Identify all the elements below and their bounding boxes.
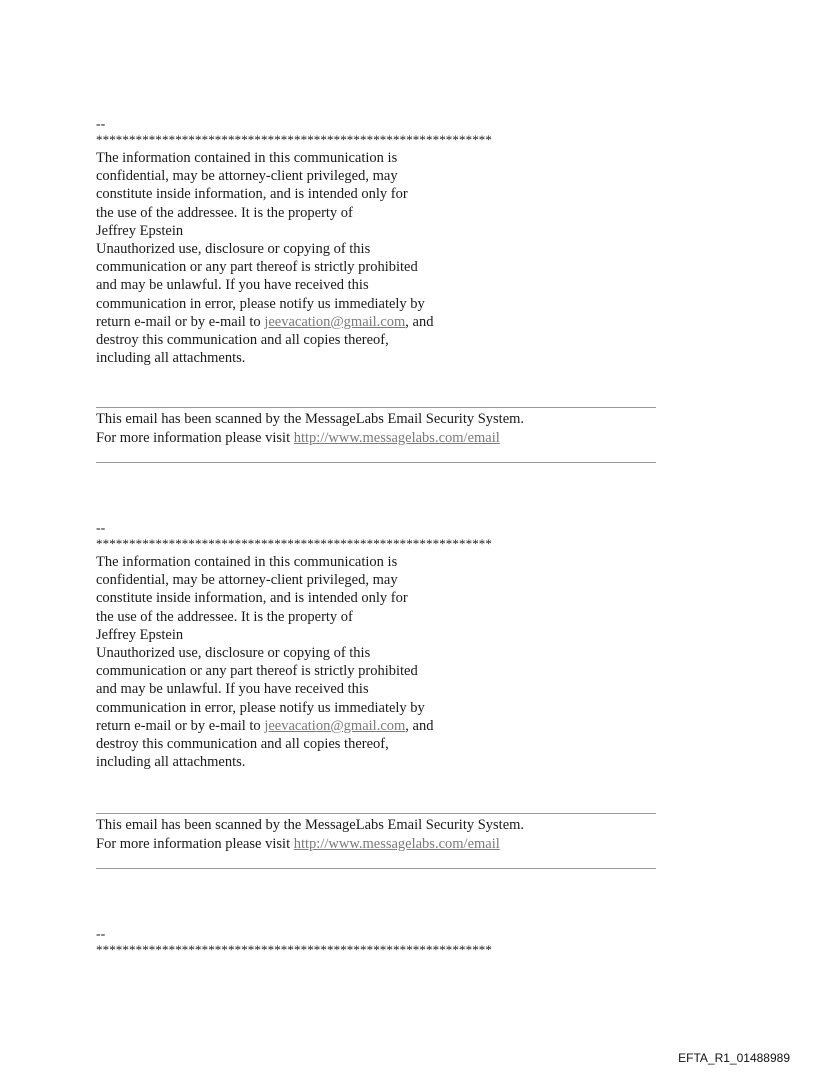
signature-separator: -- <box>96 117 106 132</box>
scan-notice-text: For more information please visit <box>96 835 294 852</box>
divider-line <box>96 407 656 408</box>
disclaimer-text: , and <box>405 313 434 330</box>
confidentiality-disclaimer <box>96 553 656 771</box>
scan-notice-text: This email has been scanned by the MessageLabs Email Security System. <box>96 411 525 427</box>
email-link[interactable]: jeevacation@gmail.com <box>264 313 406 330</box>
disclaimer-text: return e-mail or by e-mail to <box>96 717 265 734</box>
disclaimer-line: The information contained in this communication is <box>96 150 398 166</box>
disclaimer-line: communication in error, please notify us immediately by <box>96 699 425 716</box>
scan-notice-line <box>96 835 524 854</box>
disclaimer-line: constitute inside information, and is intended only for <box>96 186 408 203</box>
scan-notice-line <box>96 429 524 448</box>
document-id: EFTA_R1_01488989 <box>678 1051 790 1065</box>
messagelabs-link[interactable]: http://www.messagelabs.com/email <box>293 429 500 446</box>
email-link[interactable]: jeevacation@gmail.com <box>264 717 406 734</box>
disclaimer-line: including all attachments. <box>96 754 246 771</box>
disclaimer-line: Jeffrey Epstein <box>96 222 184 239</box>
disclaimer-line: Jeffrey Epstein <box>96 626 184 643</box>
asterisk-rule: ************************************************************ <box>96 943 492 957</box>
confidentiality-disclaimer <box>96 149 656 367</box>
disclaimer-line: communication in error, please notify us immediately by <box>96 295 425 312</box>
divider-line <box>96 868 656 869</box>
disclaimer-line: constitute inside information, and is intended only for <box>96 590 408 607</box>
signature-separator: -- <box>96 927 106 942</box>
scan-notice-1 <box>96 410 524 447</box>
disclaimer-line: confidential, may be attorney-client privileged, may <box>96 572 398 589</box>
disclaimer-line <box>96 717 656 735</box>
disclaimer-line: the use of the addressee. It is the property of <box>96 608 353 625</box>
disclaimer-line: communication or any part thereof is strictly prohibited <box>96 259 418 276</box>
asterisk-rule: ************************************************************ <box>96 133 492 147</box>
disclaimer-line: destroy this communication and all copies thereof, <box>96 332 389 349</box>
disclaimer-line: and may be unlawful. If you have received this <box>96 681 369 698</box>
messagelabs-link[interactable]: http://www.messagelabs.com/email <box>293 835 500 852</box>
disclaimer-line: and may be unlawful. If you have received this <box>96 277 369 294</box>
scan-notice-2 <box>96 816 524 853</box>
disclaimer-line: confidential, may be attorney-client privileged, may <box>96 168 398 185</box>
disclaimer-line: communication or any part thereof is strictly prohibited <box>96 663 418 680</box>
asterisk-rule: ************************************************************ <box>96 537 492 551</box>
signature-block-1 <box>96 117 656 367</box>
scan-notice-text: For more information please visit <box>96 429 294 446</box>
disclaimer-line <box>96 313 656 331</box>
disclaimer-text: , and <box>405 717 434 734</box>
disclaimer-text: return e-mail or by e-mail to <box>96 313 265 330</box>
divider-line <box>96 813 656 814</box>
disclaimer-line: Unauthorized use, disclosure or copying of this <box>96 645 371 662</box>
disclaimer-line: the use of the addressee. It is the property of <box>96 204 353 221</box>
disclaimer-line: The information contained in this communication is <box>96 554 398 570</box>
divider-line <box>96 462 656 463</box>
disclaimer-line: Unauthorized use, disclosure or copying of this <box>96 241 371 258</box>
disclaimer-line: including all attachments. <box>96 350 246 367</box>
signature-separator: -- <box>96 521 106 536</box>
disclaimer-line: destroy this communication and all copies thereof, <box>96 736 389 753</box>
signature-block-3 <box>96 927 656 957</box>
scan-notice-text: This email has been scanned by the MessageLabs Email Security System. <box>96 817 525 833</box>
signature-block-2 <box>96 521 656 771</box>
